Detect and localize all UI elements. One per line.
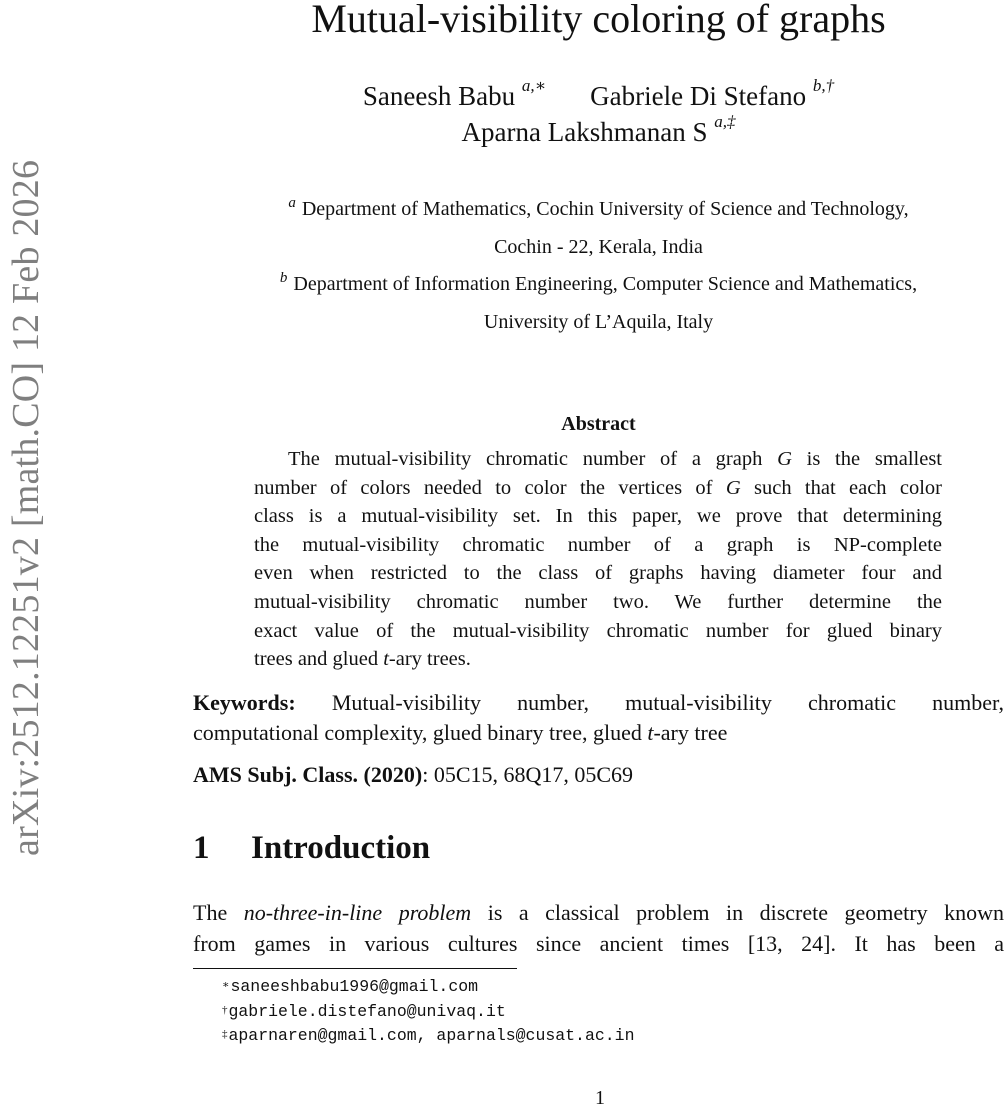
intro-text: is a classical problem in discrete geometry known	[471, 900, 1004, 925]
keywords-text: computational complexity, glued binary tree, glued	[193, 720, 648, 745]
abstract-line: mutual-visibility chromatic number two. We further determine the	[254, 590, 942, 613]
abstract-text: The mutual-visibility chromatic number of a graph	[288, 448, 778, 470]
author-name: Gabriele Di Stefano	[590, 81, 807, 111]
keywords-text: Mutual-visibility number, mutual-visibility chromatic number,	[295, 690, 1004, 715]
abstract-line	[254, 645, 942, 674]
authors-row-1	[193, 76, 1004, 112]
author-name: Saneesh Babu	[362, 81, 516, 111]
authors-row-2	[193, 112, 1004, 148]
author-name: Aparna Lakshmanan S	[461, 117, 708, 147]
author-saneesh-babu	[362, 76, 547, 112]
intro-line-1	[193, 897, 1004, 928]
footnote-email	[222, 1024, 634, 1049]
footnote-mark: ‡	[222, 1028, 228, 1040]
affiliation-a-line-1	[193, 197, 1004, 221]
footnote-email	[222, 975, 634, 1000]
affiliation-mark: b	[279, 270, 288, 286]
keywords-block	[193, 688, 1004, 748]
footnote-email	[222, 1000, 634, 1025]
author-affiliation-marks: a,∗	[521, 76, 547, 95]
affiliation-b-line-1	[193, 272, 1004, 296]
affiliation-mark: a	[288, 195, 296, 211]
keywords-text: -ary tree	[653, 720, 728, 745]
author-affiliation-marks: a,‡	[714, 112, 736, 131]
footnote-text: aparnaren@gmail.com, aparnals@cusat.ac.in	[228, 1026, 635, 1045]
math-variable: G	[777, 448, 792, 470]
abstract-text: trees and glued	[254, 648, 384, 671]
affiliation-text: Department of Information Engineering, Computer Science and Mathematics,	[293, 273, 918, 295]
section-heading	[193, 828, 430, 868]
footnote-text: saneeshbabu1996@gmail.com	[230, 977, 479, 996]
footnote-mark: †	[222, 1003, 228, 1016]
affiliation-text: Department of Mathematics, Cochin University of Science and Technology,	[301, 198, 909, 220]
affiliation-a-line-2: Cochin - 22, Kerala, India	[494, 236, 703, 258]
footnote-mark: ∗	[222, 979, 230, 991]
paper-title: Mutual-visibility coloring of graphs	[311, 0, 886, 41]
intro-emphasis: no-three-in-line problem	[243, 900, 472, 925]
math-variable: t	[647, 720, 654, 745]
abstract-text: number of colors needed to color the vertices of	[254, 476, 726, 499]
math-variable: t	[383, 648, 389, 671]
abstract-text: such that each color	[740, 476, 943, 499]
ams-line	[193, 760, 1004, 790]
abstract-text: -ary trees.	[388, 648, 471, 671]
keywords-line-1	[193, 688, 1004, 718]
arxiv-identifier-stamp: arXiv:2512.12251v2 [math.CO] 12 Feb 2026	[5, 159, 47, 856]
keywords-line-2	[193, 718, 1004, 748]
abstract-line	[254, 445, 942, 474]
intro-line-2: from games in various cultures since ancient times [13, 24]. It has been a	[193, 931, 1004, 956]
intro-text: The	[193, 900, 244, 925]
abstract-heading: Abstract	[561, 413, 636, 435]
footnotes	[222, 975, 634, 1049]
introduction-paragraph	[193, 897, 1004, 959]
section-number: 1	[193, 830, 210, 866]
math-variable: G	[725, 476, 741, 499]
abstract-text: is the smallest	[791, 448, 943, 470]
footnote-divider	[193, 968, 517, 969]
abstract-line: even when restricted to the class of graphs having diameter four and	[254, 562, 942, 585]
abstract-line: the mutual-visibility chromatic number of a graph is NP-complete	[254, 533, 942, 556]
section-title: Introduction	[251, 830, 431, 866]
page-number: 1	[595, 1087, 605, 1109]
author-aparna-lakshmanan	[461, 112, 736, 148]
author-gabriele-di-stefano	[590, 76, 835, 112]
keywords-label: Keywords:	[193, 690, 296, 715]
abstract-line: exact value of the mutual-visibility chromatic number for glued binary	[254, 619, 942, 642]
author-affiliation-marks: b,†	[812, 76, 835, 95]
ams-label: AMS Subj. Class. (2020)	[193, 762, 423, 787]
ams-codes: : 05C15, 68Q17, 05C69	[422, 762, 634, 787]
abstract-line	[254, 474, 942, 503]
abstract-body	[254, 445, 942, 674]
ams-classification	[193, 760, 1004, 790]
footnote-text: gabriele.distefano@univaq.it	[228, 1001, 506, 1021]
affiliation-b-line-2: University of L’Aquila, Italy	[483, 311, 714, 333]
abstract-line: class is a mutual-visibility set. In this paper, we prove that determining	[254, 505, 942, 528]
